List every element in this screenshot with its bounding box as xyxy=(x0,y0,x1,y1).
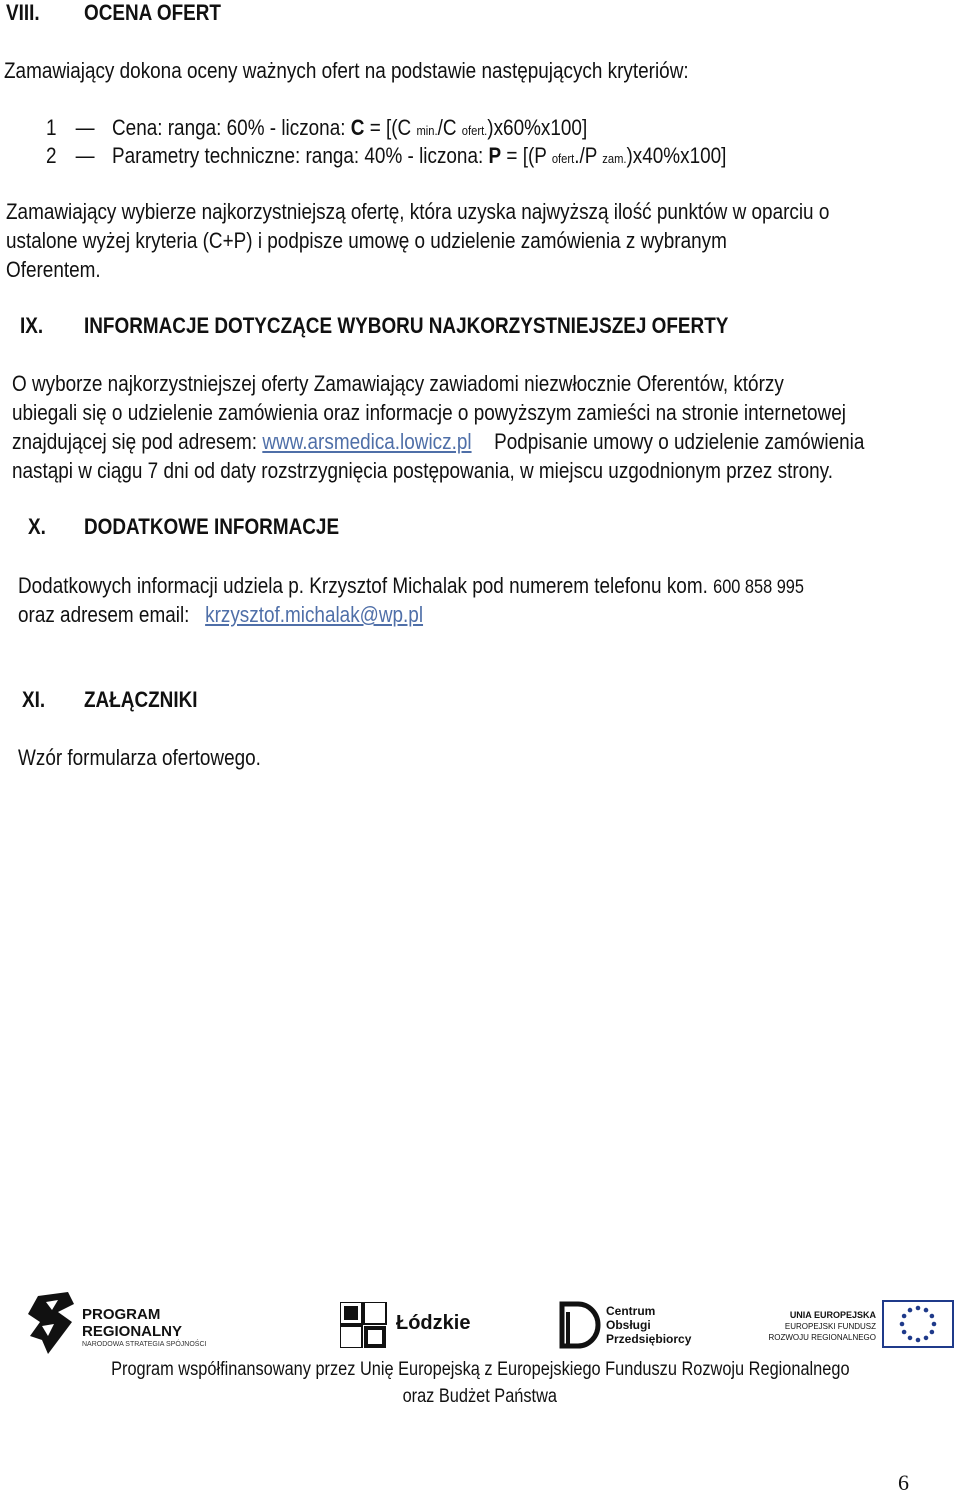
criterion-2-dash: — xyxy=(75,143,95,168)
eu-star-icon xyxy=(902,1330,907,1335)
section-10-line-2-prefix: oraz adresem email: xyxy=(18,602,190,627)
centrum-obslugi-logo: Centrum Obsługi Przedsiębiorcy xyxy=(606,1304,692,1346)
website-link[interactable]: www.arsmedica.lowicz.pl xyxy=(262,429,472,454)
section-8-paragraph-line-1: Zamawiający wybierze najkorzystniejszą ofertę, która uzyska najwyższą ilość punktów w oparciu o xyxy=(6,199,830,224)
lodzkie-logo-text: Łódzkie xyxy=(396,1312,471,1334)
eu-star-icon xyxy=(900,1322,905,1327)
criterion-1-sub-b: ofert. xyxy=(461,123,488,138)
eu-star-icon xyxy=(908,1308,913,1313)
section-10-line-1-text: Dodatkowych informacji udziela p. Krzysztof Michalak pod numerem telefonu kom. xyxy=(18,573,708,598)
criterion-2-sub-b: zam. xyxy=(602,151,627,166)
criterion-2-label: Parametry techniczne: ranga: 40% - liczona: xyxy=(112,143,484,168)
program-regionalny-logo: PROGRAM REGIONALNY NARODOWA STRATEGIA SPÓJNOŚCI xyxy=(82,1306,207,1348)
criterion-1-formula-b: /C xyxy=(437,115,457,140)
eu-logo-text: UNIA EUROPEJSKA EUROPEJSKI FUNDUSZ ROZWOJU REGIONALNEGO xyxy=(768,1310,876,1342)
section-8-intro: Zamawiający dokona oceny ważnych ofert na podstawie następujących kryteriów: xyxy=(4,58,689,83)
program-regionalny-emblem-icon xyxy=(28,1292,78,1354)
criterion-1-formula-c: )x60%x100] xyxy=(487,115,588,140)
section-8-number: VIII. xyxy=(6,0,40,25)
criterion-1-label: Cena: ranga: 60% - liczona: xyxy=(112,115,346,140)
footer-funding-text xyxy=(0,1356,960,1410)
email-link[interactable]: krzysztof.michalak@wp.pl xyxy=(205,602,424,627)
section-9-line-3-suffix: Podpisanie umowy o udzielenie zamówienia xyxy=(494,429,865,454)
section-9-line-4: nastąpi w ciągu 7 dni od daty rozstrzygnięcia postępowania, w miejscu uzgodnionym przez strony. xyxy=(12,458,833,483)
criterion-2 xyxy=(46,141,837,173)
criterion-2-formula-a: = [(P xyxy=(506,143,547,168)
criterion-1-formula-a: = [(C xyxy=(369,115,412,140)
section-10-number: X. xyxy=(28,514,46,539)
section-8-paragraph-line-3: Oferentem. xyxy=(6,257,101,282)
section-11-title: ZAŁĄCZNIKI xyxy=(84,687,198,712)
section-11-number: XI. xyxy=(22,687,46,712)
criterion-1-sub-a: min. xyxy=(416,123,438,138)
criterion-2-sub-a: ofert xyxy=(551,151,575,166)
section-10-line-2 xyxy=(18,600,489,629)
phone-number: 600 858 995 xyxy=(713,577,804,598)
footer-line-2: oraz Budżet Państwa xyxy=(402,1386,558,1407)
page-number: 6 xyxy=(898,1470,909,1495)
eu-star-icon xyxy=(924,1308,929,1313)
section-9-line-2: ubiegali się o udzielenie zamówienia oraz informacje o powyższym zamieści na stronie internetowej xyxy=(12,400,846,425)
eu-star-icon xyxy=(930,1330,935,1335)
section-8-title: OCENA OFERT xyxy=(84,0,221,25)
eu-star-icon xyxy=(908,1336,913,1341)
section-8-paragraph-line-2: ustalone wyżej kryteria (C+P) i podpisze umowę o udzielenie zamówienia z wybranym xyxy=(6,228,727,253)
section-9-line-3-prefix: znajdującej się pod adresem: xyxy=(12,429,258,454)
section-10-title: DODATKOWE INFORMACJE xyxy=(84,514,340,539)
criterion-2-symbol: P xyxy=(488,143,502,168)
eu-flag-icon xyxy=(882,1300,954,1348)
criterion-2-formula-c: )x40%x100] xyxy=(626,143,727,168)
criterion-1-symbol: C xyxy=(350,115,365,140)
section-9-title: INFORMACJE DOTYCZĄCE WYBORU NAJKORZYSTNIEJSZEJ OFERTY xyxy=(84,313,729,338)
footer-line-1: Program współfinansowany przez Unię Europejską z Europejskiego Funduszu Rozwoju Regionalnego xyxy=(110,1359,850,1380)
eu-star-icon xyxy=(932,1322,937,1327)
section-9-number: IX. xyxy=(20,313,44,338)
eu-star-icon xyxy=(916,1338,921,1343)
eu-star-icon xyxy=(916,1306,921,1311)
section-9-line-3 xyxy=(12,427,960,456)
criterion-1-dash: — xyxy=(75,115,95,140)
centrum-obslugi-emblem-icon xyxy=(556,1300,602,1350)
eu-star-icon xyxy=(930,1314,935,1319)
eu-star-icon xyxy=(902,1314,907,1319)
lodzkie-emblem-icon xyxy=(340,1302,388,1348)
section-11-line: Wzór formularza ofertowego. xyxy=(18,745,261,770)
criterion-2-number: 2 xyxy=(46,143,57,168)
criterion-2-formula-b: ./P xyxy=(574,143,597,168)
criterion-1-number: 1 xyxy=(46,115,57,140)
section-9-line-1: O wyborze najkorzystniejszej oferty Zamawiający zawiadomi niezwłocznie Oferentów, którzy xyxy=(12,371,784,396)
section-10-line-1 xyxy=(18,571,932,602)
eu-star-icon xyxy=(924,1336,929,1341)
